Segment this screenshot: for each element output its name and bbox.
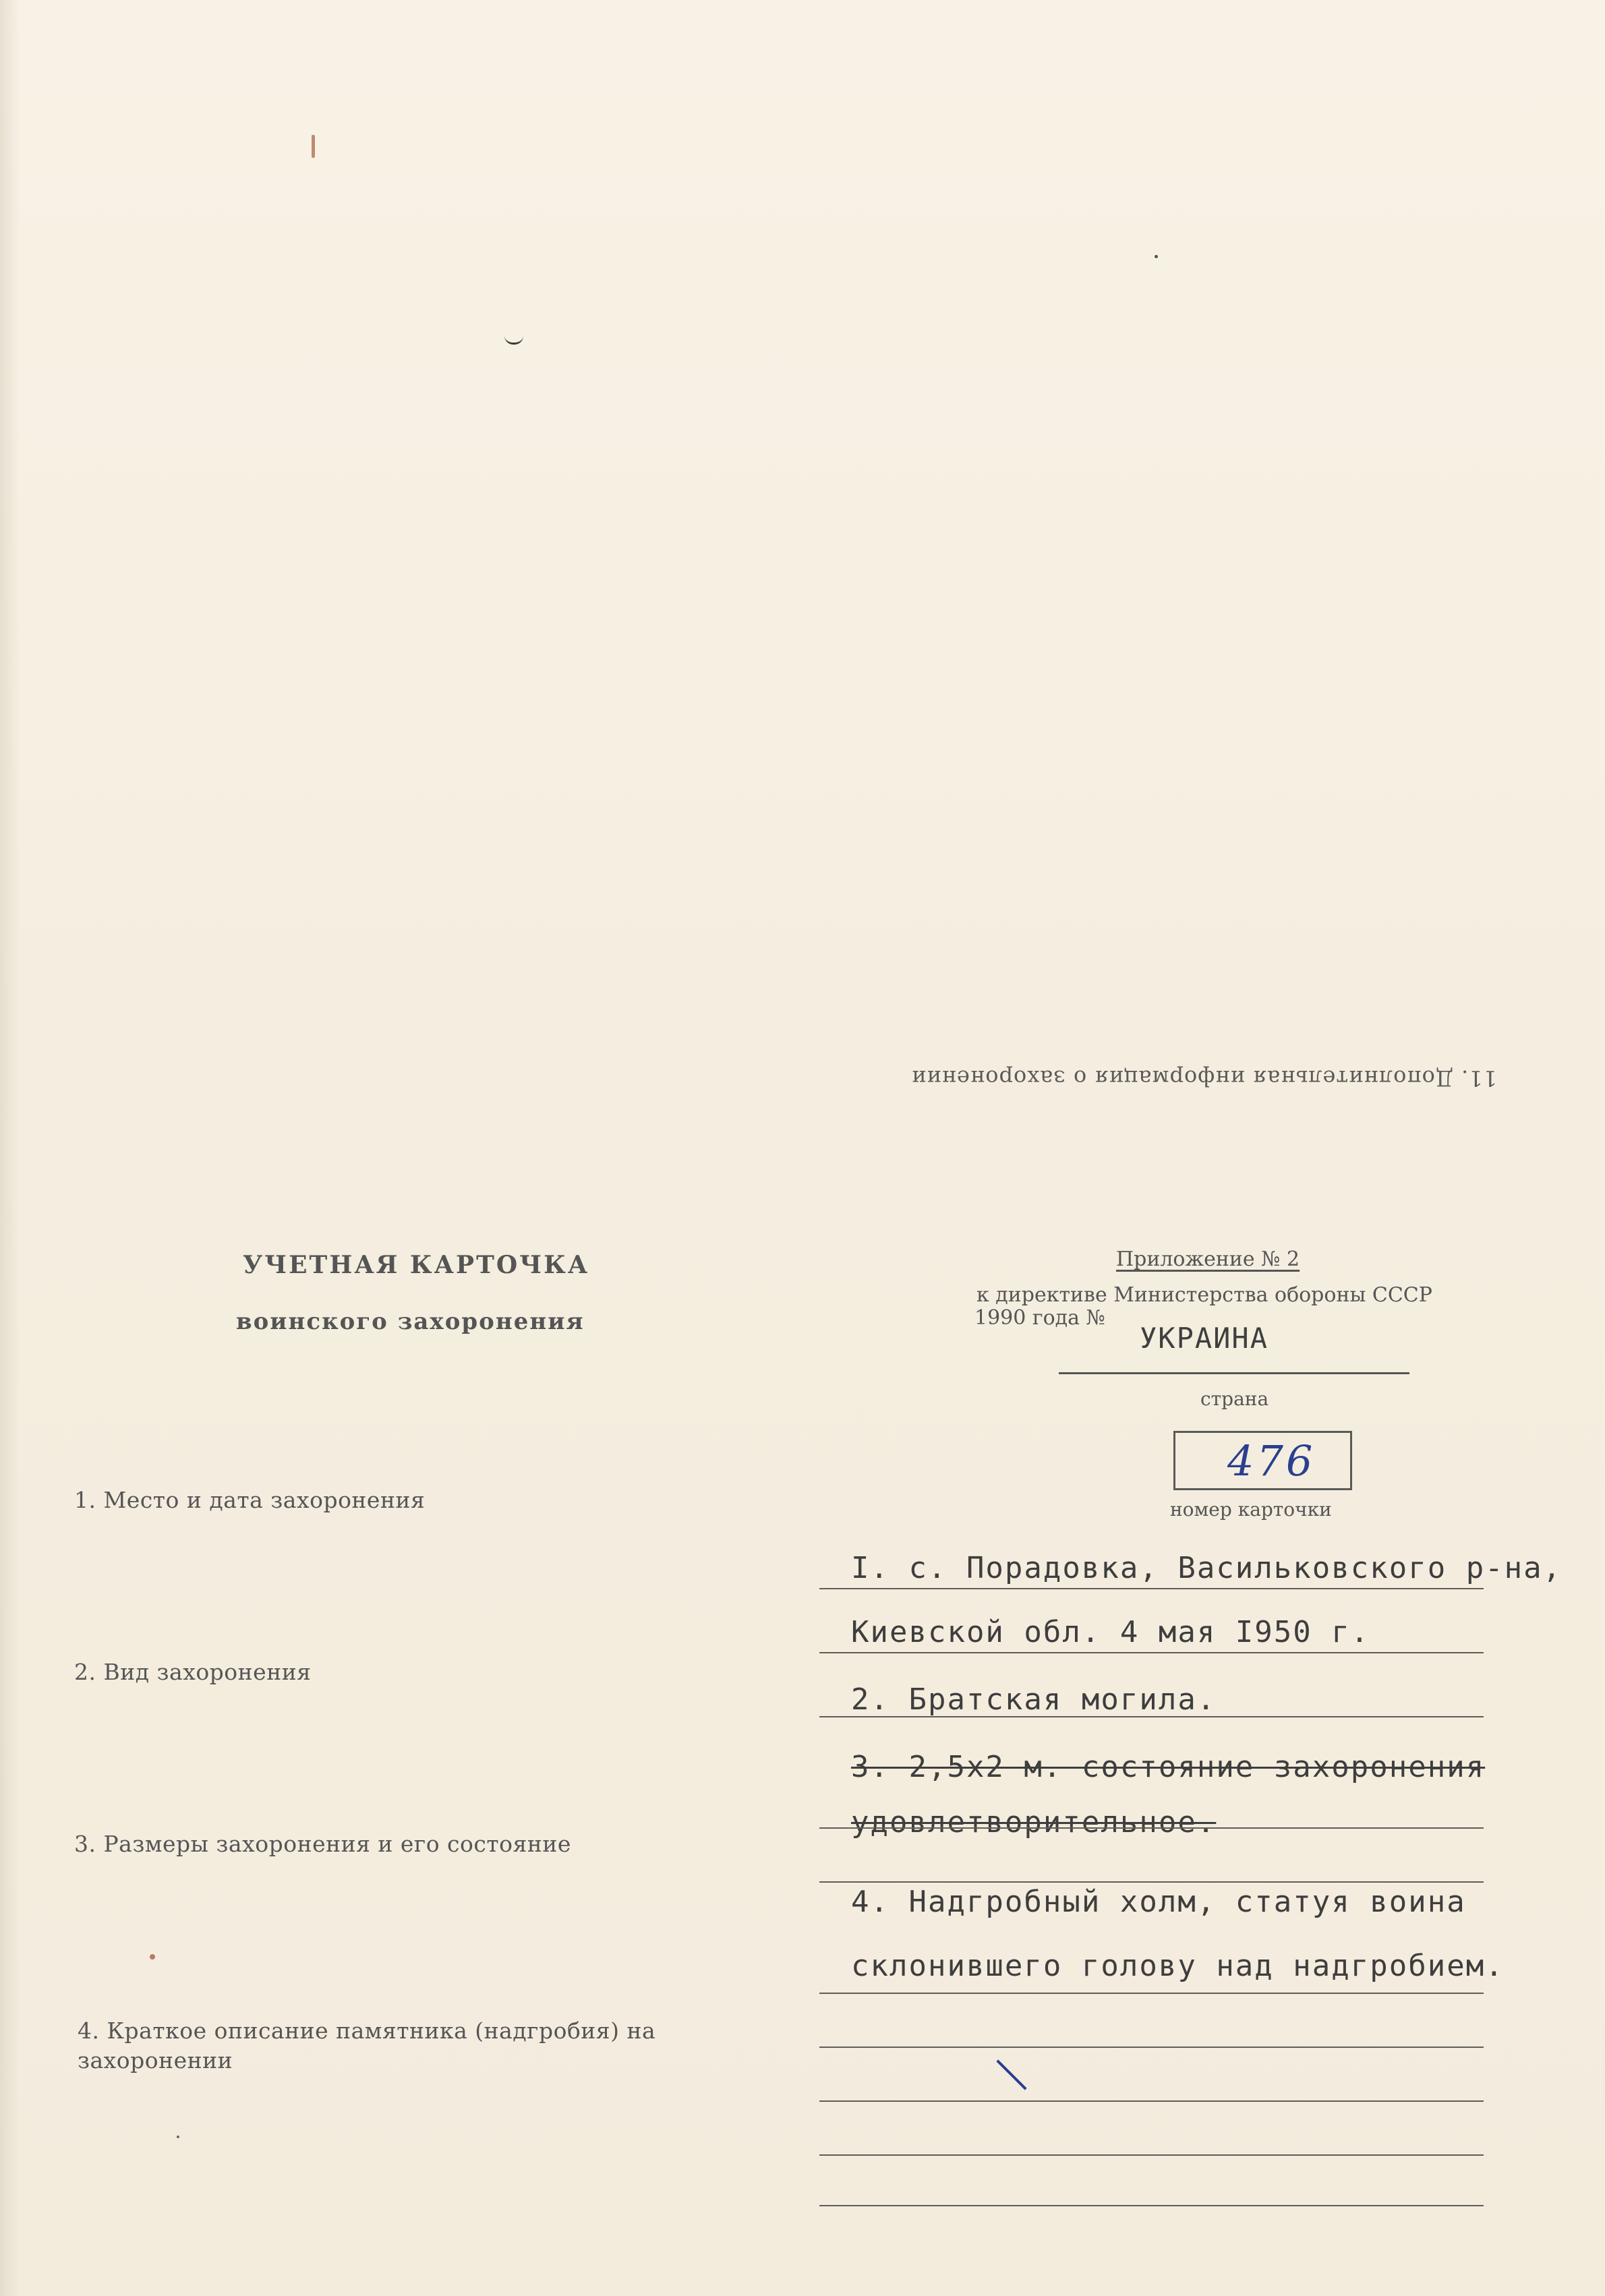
paper-speck — [150, 1954, 155, 1960]
answer-rule — [819, 1652, 1484, 1653]
answer-rule — [819, 2205, 1484, 2206]
directive-year: 1990 года № — [974, 1306, 1105, 1330]
country-label: страна — [1200, 1388, 1269, 1410]
country-value: УКРАИНА — [1140, 1322, 1269, 1355]
paper-speck — [312, 135, 315, 158]
answer-rule — [819, 1827, 1484, 1829]
card-title: УЧЕТНАЯ КАРТОЧКА — [243, 1251, 590, 1279]
answer-rule — [819, 2100, 1484, 2102]
typed-line: удовлетворительное. — [851, 1805, 1217, 1839]
answer-rule — [819, 1881, 1484, 1883]
typed-line: 2. Братская могила. — [851, 1682, 1217, 1717]
appendix-label: Приложение № 2 — [1116, 1247, 1300, 1271]
answer-rule — [819, 1993, 1484, 1994]
typed-line: склонившего голову над надгробием. — [851, 1949, 1505, 1983]
directive-text: к директиве Министерства обороны СССР — [976, 1283, 1432, 1307]
card-number-label: номер карточки — [1170, 1498, 1332, 1521]
typed-line: 4. Надгробный холм, статуя воина — [851, 1885, 1466, 1919]
typed-line: Киевской обл. 4 мая I950 г. — [851, 1615, 1370, 1649]
typed-line: 3. 2,5х2 м. состояние захоронения — [851, 1750, 1486, 1784]
field-label-place-date: 1. Место и дата захоронения — [74, 1487, 426, 1513]
answer-rule — [819, 2047, 1484, 2048]
typed-line: I. с. Порадовка, Васильковского р-на, — [851, 1551, 1563, 1585]
paper-speck — [1155, 255, 1158, 258]
field-label-size-condition: 3. Размеры захоронения и его состояние — [74, 1831, 571, 1857]
card-number: 476 — [1227, 1436, 1316, 1485]
answer-rule — [819, 2154, 1484, 2156]
answer-rule — [819, 1716, 1484, 1717]
field-label-burial-type: 2. Вид захоронения — [74, 1659, 312, 1685]
country-underline — [1059, 1372, 1409, 1374]
answer-rule — [819, 1588, 1484, 1589]
paper-speck — [177, 2136, 179, 2138]
field-label-monument: 4. Краткое описание памятника (надгробия) на захоронении — [78, 2018, 656, 2073]
card-subtitle: воинского захоронения — [236, 1308, 585, 1335]
additional-info-heading: 11. Дополнительная информация о захоронении — [910, 1065, 1497, 1091]
paper-edge-shadow — [0, 0, 20, 2296]
